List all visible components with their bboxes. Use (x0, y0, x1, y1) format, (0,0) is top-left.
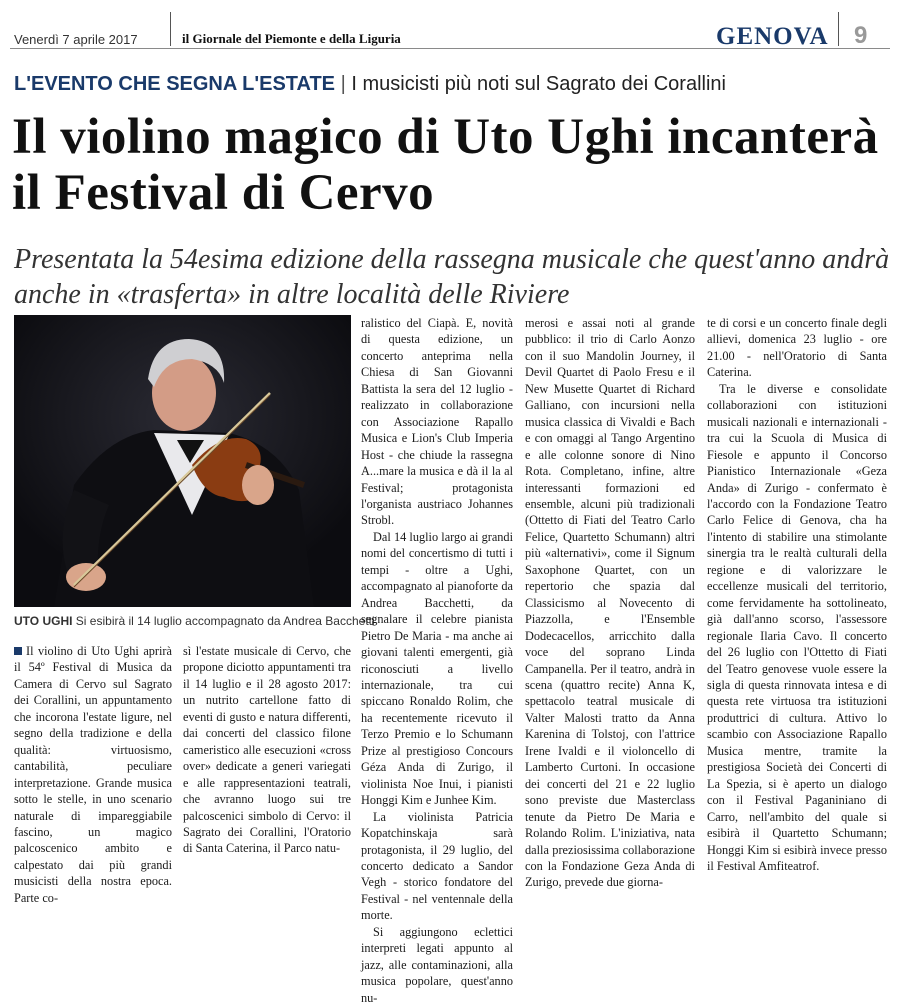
article-paragraph: te di corsi e un concerto finale degli allievi, domenica 23 luglio - ore 21.00 - nell'Oratorio di Santa Caterina. (707, 316, 887, 380)
paragraph-text: Il violino di Uto Ughi aprirà il 54º Festival di Musica da Camera di Cervo sul Sagrato dei Corallini, un appuntamento che incorona l'estate ligure, nel segno della tradizione e della qualità: virtuosismo, cantabilità, peculiare interpretazione. Grande musica sotto le stelle, in uno scenario naturale di impareggiabile fascino, un magico palcoscenico ambito e calpestato dai più grandi musicisti della nostra epoca. Parte co- (14, 644, 172, 905)
section-city: GENOVA (716, 23, 829, 50)
article-paragraph: merosi e assai noti al grande pubblico: il trio di Carlo Aonzo con il suo Mandolin Journey, il Devil Quartet di Paolo Fresu e il New Musette Quartet di Richard Galliano, con incursioni nella musica classica di Vivaldi e Bach e con omaggi al Tango Argentino e alle colonne sonore di Nino Rota. Completano, infine, altre interessanti formazioni ed ensemble, alcuni più tradizionali (Ottetto di Fiati del Teatro Carlo Felice, Quartetto Schumann) altri più «alternativi», come il Signum Saxophone Quartet, con un repertorio che spazia dal Classicismo al Novecento di Piazzolla, e l'Ensemble Dodecacellos, arricchito dalla voce del soprano Linda Campanella. Per il teatro, andrà in scena (quattro recite) Anna K, spettacolo teatral musicale di Valter Malosti tratto da Anna Karenina di Tolstoj, con l'attrice Irene Ivaldi e il violoncello di Lamberto Curtoni. In occasione dei concerti del 21 e 22 luglio sono previste due Masterclass tenute da Pietro De Maria e Rolando Rolim. L'iniziativa, nata dalla preziosissima collaborazione con la Fondazione Geza Anda di Zurigo, prevede due giorna- (525, 316, 695, 890)
headline: Il violino magico di Uto Ughi incanterà il Festival di Cervo (12, 109, 879, 221)
header-divider (170, 12, 171, 46)
article-column-4 (525, 315, 695, 891)
article-paragraph: Si aggiungono eclettici interpreti legati appunto al jazz, alle contaminazioni, alla musica popolare, quest'anno nu- (361, 924, 513, 1005)
article-paragraph: Dal 14 luglio largo ai grandi nomi del concertismo di tutti i tempi - oltre a Ughi, accompagnato al pianoforte da Andrea Bacchetti, da segnalare il celebre pianista Pietro De Maria - ma anche ai giovani talenti emergenti, già riconosciuti a livello internazionale, tra cui spiccano Ronaldo Rolim, che ha recentemente ricevuto il Terzo Premio e lo Schumann Prize al prestigioso Concours Géza Anda di Zurigo, il violinista Noe Inui, i pianisti Honggi Kim e Junhee Kim. (361, 529, 513, 808)
kicker (14, 73, 726, 96)
newspaper-name: il Giornale del Piemonte e della Liguria (182, 31, 401, 46)
violinist-illustration (14, 315, 351, 607)
photo-caption (14, 614, 375, 628)
article-paragraph: ralistico del Ciapà. E, novità di questa edizione, un concerto anteprima nella Chiesa di San Giovanni Battista la sera del 12 luglio - realizzato in collaborazione con Associazione Rapallo Musica e Lion's Club Imperia Host - che chiude la rassegna A...mare la musica e dà il la al Festival; protagonista l'organista austriaco Johannes Strobl. (361, 316, 513, 528)
page-number: 9 (854, 22, 868, 49)
issue-date: Venerdì 7 aprile 2017 (14, 32, 138, 47)
kicker-divider: | (340, 73, 346, 95)
article-column-3 (361, 315, 513, 1006)
header-divider (838, 12, 839, 46)
article-paragraph: La violinista Patricia Kopatchinskaja sarà protagonista, il 29 luglio, del concerto dedicato a Sandor Vegh - storico fondatore del Festival - nel ventennale della morte. (361, 809, 513, 923)
article-paragraph: Tra le diverse e consolidate collaborazioni con istituzioni musicali nazionali e internazionali - tra cui la Scuola di Musica di Fiesole e appunto il Concorso Pianistico Internazionale «Geza Anda» di Zurigo - confermato è l'accordo con la Fondazione Teatro Carlo Felice di Genova, cha ha l'intento di stabilire una stimolante sinergia tra le realtà culturali della regione e di valorizzare le eccellenze musicali del territorio, come fervidamente ha sottolineato, già dall'anno scorso, l'assessore regionale Ilaria Cavo. Il concerto del 26 luglio con l'Ottetto di Fiati del Teatro genovese vuole essere la sigla di questa rinnovata intesa e di questa rete virtuosa tra istituzioni produttrici di cultura. Attivo lo scambio con Associazione Rapallo Musica mentre, tramite la prestigiosa Società dei Concerti di La Spezia, si è aperto un dialogo con il Festival Paganiniano di Carro, nell'ambito del quale si esibirà il Quartetto Schumann; Honggi Kim si esibirà invece presso il Festival Amfiteatrof. (707, 381, 887, 873)
caption-name: UTO UGHI (14, 614, 73, 628)
article-column-2 (183, 643, 351, 857)
caption-text: Si esibirà il 14 luglio accompagnato da Andrea Bacchetti (75, 614, 375, 628)
article-column-5 (707, 315, 887, 874)
article-photo (14, 315, 351, 607)
kicker-section: L'EVENTO CHE SEGNA L'ESTATE (14, 73, 336, 95)
subheadline: Presentata la 54esima edizione della rassegna musicale che quest'anno andrà anche in «trasferta» in altre località delle Riviere (14, 244, 890, 310)
kicker-text: I musicisti più noti sul Sagrato dei Corallini (351, 73, 726, 95)
lead-marker-icon (14, 647, 22, 655)
article-paragraph: sì l'estate musicale di Cervo, che propone diciotto appuntamenti tra il 14 luglio e il 28 agosto 2017: un nutrito cartellone fatto di eventi di gusto e natura differenti, dai concerti del classico filone cameristico alle esecuzioni «cross over» dedicate a generi variegati e alle rappresentazioni teatrali, che avranno luogo sui tre palcoscenici simbolo di Cervo: il Sagrato dei Corallini, l'Oratorio di Santa Caterina, il Parco natu- (183, 644, 351, 856)
page-header (10, 10, 890, 49)
